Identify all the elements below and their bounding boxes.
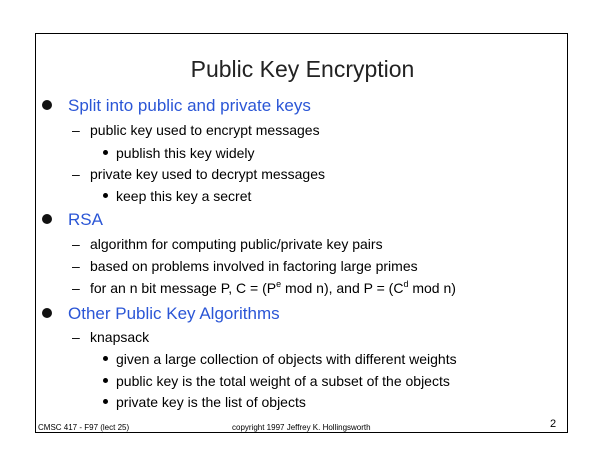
dash-icon: – (72, 329, 80, 345)
dot-icon (103, 378, 108, 383)
section-heading: Other Public Key Algorithms (68, 304, 280, 323)
list-item (72, 236, 383, 252)
dash-icon: – (72, 236, 80, 252)
bullet-icon (42, 100, 52, 110)
item-text: knapsack (90, 329, 150, 345)
bullet-icon (42, 214, 52, 224)
page-number: 2 (550, 418, 557, 430)
item-text: algorithm for computing public/private key pairs (90, 236, 383, 252)
sub-item-text: private key is the list of objects (116, 394, 306, 410)
dot-icon (103, 193, 108, 198)
dash-icon: – (72, 258, 80, 274)
list-item (72, 258, 418, 274)
sub-item-text: keep this key a secret (116, 188, 252, 204)
dot-icon (103, 356, 108, 361)
section-rsa (42, 210, 103, 230)
sub-item (103, 373, 450, 389)
slide-title: Public Key Encryption (190, 56, 415, 82)
section-other-algorithms (42, 304, 280, 324)
sub-item (103, 145, 255, 161)
dash-icon: – (72, 122, 80, 138)
item-text: based on problems involved in factoring large primes (90, 258, 418, 274)
footer-copyright: copyright 1997 Jeffrey K. Hollingsworth (232, 423, 371, 432)
list-item (72, 280, 456, 296)
section-heading: RSA (68, 210, 103, 229)
section-heading: Split into public and private keys (68, 96, 311, 115)
list-item (72, 329, 149, 345)
sub-item (103, 188, 251, 204)
sub-item (103, 394, 306, 410)
item-text: for an n bit message P, $C = (P^e$ mod n), and $P = (C^d$ mod n) (90, 279, 456, 296)
dot-icon (103, 399, 108, 404)
list-item (72, 166, 325, 182)
bullet-icon (42, 308, 52, 318)
item-text: public key used to encrypt messages (90, 122, 320, 138)
sub-item-text: publish this key widely (116, 145, 255, 161)
dot-icon (103, 150, 108, 155)
item-text: private key used to decrypt messages (90, 166, 326, 182)
sub-item-text: public key is the total weight of a subset of the objects (116, 373, 450, 389)
sub-item-text: given a large collection of objects with different weights (116, 351, 457, 367)
footer-course: CMSC 417 - F97 (lect 25) (38, 423, 130, 432)
sub-item (103, 351, 457, 367)
dash-icon: – (72, 166, 80, 182)
dash-icon: – (72, 280, 80, 296)
list-item (72, 122, 320, 138)
section-split-keys (42, 96, 311, 116)
